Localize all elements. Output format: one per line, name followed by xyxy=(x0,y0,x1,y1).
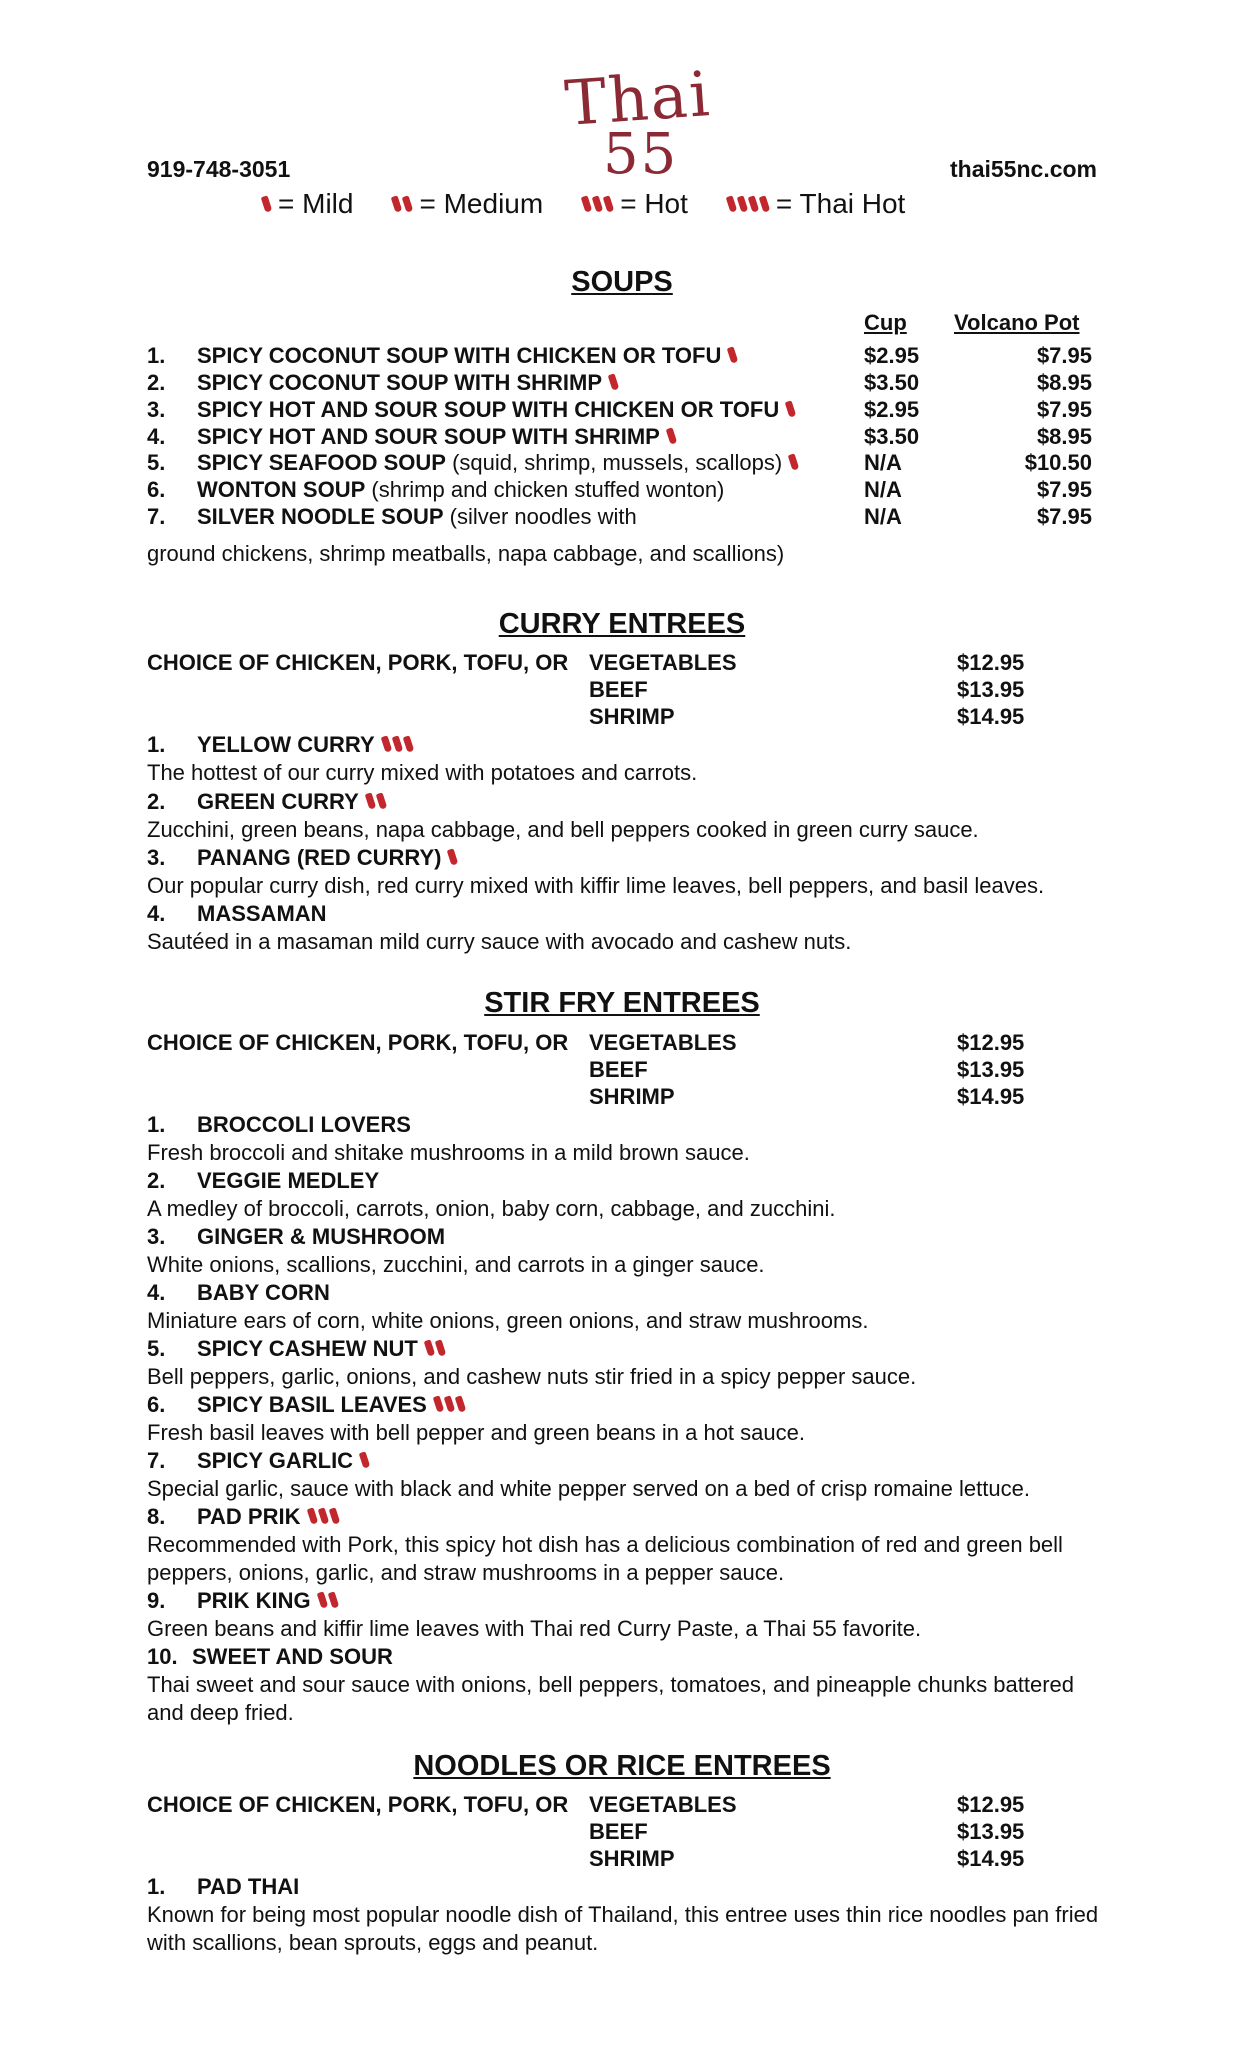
soup-row xyxy=(147,424,1097,452)
pepper-rating xyxy=(668,428,679,444)
chili-pepper-icon xyxy=(380,735,392,752)
cup-price: $3.50 xyxy=(864,424,920,449)
item-number: 5. xyxy=(147,450,166,475)
entree-description: Recommended with Pork, this spicy hot dish has a delicious combination of red and green bell peppers, onions, garlic, and straw mushrooms in a pepper sauce. xyxy=(147,1532,1063,1585)
protein-option: BEEF xyxy=(589,1057,648,1082)
legend-label: = Hot xyxy=(620,188,688,219)
chili-pepper-icon xyxy=(317,1507,329,1524)
entree-row xyxy=(147,1504,1097,1532)
chili-pepper-icon xyxy=(306,1507,318,1524)
entree-description: Our popular curry dish, red curry mixed with kiffir lime leaves, bell peppers, and basil leaves. xyxy=(147,873,1045,898)
volcano-pot-column-header: Volcano Pot xyxy=(954,310,1080,335)
entree-title: VEGGIE MEDLEY xyxy=(197,1168,380,1193)
cup-price: $3.50 xyxy=(864,370,920,395)
entree-name xyxy=(197,1874,299,1900)
protein-price: $13.95 xyxy=(957,1057,1025,1082)
pepper-rating xyxy=(787,401,798,417)
entree-row xyxy=(147,845,1097,873)
chili-pepper-icon xyxy=(581,195,593,212)
item-number: 3. xyxy=(147,1224,166,1249)
pepper-rating xyxy=(610,374,621,390)
pepper-rating xyxy=(435,1396,468,1412)
legend-item xyxy=(385,188,543,220)
entree-name xyxy=(197,732,420,758)
volcano-pot-price: $8.95 xyxy=(1036,370,1092,395)
item-number: 7. xyxy=(147,1448,166,1473)
spice-legend xyxy=(255,188,937,220)
legend-label: = Mild xyxy=(278,188,354,219)
menu-page xyxy=(147,0,1097,2048)
thai55-logo xyxy=(562,56,715,190)
protein-choice-label: CHOICE OF CHICKEN, PORK, TOFU, OR xyxy=(147,1792,569,1817)
entree-row xyxy=(147,1336,1097,1364)
entree-title: PAD PRIK xyxy=(197,1504,301,1529)
chili-pepper-icon xyxy=(603,195,615,212)
item-number: 2. xyxy=(147,1168,166,1193)
protein-price: $12.95 xyxy=(957,1792,1025,1817)
entree-title: SPICY CASHEW NUT xyxy=(197,1336,418,1361)
entree-name xyxy=(197,1168,379,1194)
entree-title: BROCCOLI LOVERS xyxy=(197,1112,411,1137)
protein-price: $12.95 xyxy=(957,650,1025,675)
item-number: 3. xyxy=(147,397,166,422)
noodles-title: NOODLES OR RICE ENTREES xyxy=(413,1750,831,1782)
entree-name xyxy=(197,1280,330,1306)
entree-name xyxy=(197,1392,472,1418)
protein-option: VEGETABLES xyxy=(589,1792,737,1817)
pepper-rating xyxy=(449,849,460,865)
soup-title: SPICY HOT AND SOUR SOUP WITH CHICKEN OR TOFU xyxy=(197,397,780,422)
item-number: 4. xyxy=(147,1280,166,1305)
pepper-rating xyxy=(393,196,415,212)
volcano-pot-price: $7.95 xyxy=(1036,477,1092,502)
curry-title: CURRY ENTREES xyxy=(498,608,746,640)
entree-title: GREEN CURRY xyxy=(197,789,359,814)
entree-description: Sautéed in a masaman mild curry sauce with avocado and cashew nuts. xyxy=(147,929,852,954)
soup-title: SPICY HOT AND SOUR SOUP WITH SHRIMP xyxy=(197,424,660,449)
chili-pepper-icon xyxy=(433,1395,445,1412)
chili-pepper-icon xyxy=(444,1395,456,1412)
pepper-rating xyxy=(367,793,389,809)
chili-pepper-icon xyxy=(375,792,387,809)
entree-title: SPICY BASIL LEAVES xyxy=(197,1392,427,1417)
chili-pepper-icon xyxy=(316,1591,328,1608)
chili-pepper-icon xyxy=(424,1339,436,1356)
chili-pepper-icon xyxy=(748,195,760,212)
protein-option: SHRIMP xyxy=(589,704,675,729)
entree-description: Bell peppers, garlic, onions, and cashew nuts stir fried in a spicy pepper sauce. xyxy=(147,1364,917,1389)
pepper-rating xyxy=(263,196,274,212)
website[interactable]: thai55nc.com xyxy=(950,156,1097,182)
entree-row xyxy=(147,901,1097,929)
entree-title: MASSAMAN xyxy=(197,901,327,926)
chili-pepper-icon xyxy=(455,1395,467,1412)
soup-row xyxy=(147,370,1097,398)
chili-pepper-icon xyxy=(608,373,620,390)
pepper-rating xyxy=(426,1340,448,1356)
protein-option: VEGETABLES xyxy=(589,650,737,675)
entree-row xyxy=(147,1224,1097,1252)
legend-item xyxy=(255,188,353,220)
soup-row xyxy=(147,450,1097,478)
item-number: 1. xyxy=(147,732,166,757)
entree-description: Zucchini, green beans, napa cabbage, and bell peppers cooked in green curry sauce. xyxy=(147,817,979,842)
chili-pepper-icon xyxy=(391,735,403,752)
chili-pepper-icon xyxy=(402,195,414,212)
cup-price: N/A xyxy=(864,477,902,502)
soup-name xyxy=(197,343,744,369)
soup-name xyxy=(197,450,805,476)
entree-description: Fresh broccoli and shitake mushrooms in a mild brown sauce. xyxy=(147,1140,750,1165)
cup-price: N/A xyxy=(864,504,902,529)
entree-description: Known for being most popular noodle dish of Thailand, this entree uses thin rice noodles pan fried with scallions, bean sprouts, eggs and peanut. xyxy=(147,1902,1099,1955)
logo-text-thai: Thai xyxy=(562,56,714,141)
pepper-rating xyxy=(319,1592,341,1608)
item-number: 1. xyxy=(147,343,166,368)
entree-title: YELLOW CURRY xyxy=(197,732,375,757)
chili-pepper-icon xyxy=(435,1339,447,1356)
protein-option: BEEF xyxy=(589,1819,648,1844)
legend-item xyxy=(720,188,905,220)
chili-pepper-icon xyxy=(785,400,797,417)
chili-pepper-icon xyxy=(666,427,678,444)
chili-pepper-icon xyxy=(788,453,800,470)
protein-price: $13.95 xyxy=(957,1819,1025,1844)
entree-description: Miniature ears of corn, white onions, green onions, and straw mushrooms. xyxy=(147,1308,869,1333)
chili-pepper-icon xyxy=(327,1591,339,1608)
soups-title: SOUPS xyxy=(571,266,673,298)
chili-pepper-icon xyxy=(402,735,414,752)
chili-pepper-icon xyxy=(726,195,738,212)
item-number: 4. xyxy=(147,424,166,449)
pepper-rating xyxy=(383,736,416,752)
entree-name xyxy=(197,1448,376,1474)
entree-title: PANANG (RED CURRY) xyxy=(197,845,442,870)
protein-price: $14.95 xyxy=(957,1084,1025,1109)
soup-row xyxy=(147,477,1097,505)
protein-choice-label: CHOICE OF CHICKEN, PORK, TOFU, OR xyxy=(147,1030,569,1055)
soup-title: SPICY SEAFOOD SOUP xyxy=(197,450,446,475)
chili-pepper-icon xyxy=(328,1507,340,1524)
protein-option: SHRIMP xyxy=(589,1084,675,1109)
entree-description: The hottest of our curry mixed with potatoes and carrots. xyxy=(147,760,698,785)
entree-row xyxy=(147,732,1097,760)
entree-row xyxy=(147,1168,1097,1196)
chili-pepper-icon xyxy=(759,195,771,212)
entree-name xyxy=(197,1336,452,1362)
entree-description: Fresh basil leaves with bell pepper and green beans in a hot sauce. xyxy=(147,1420,805,1445)
item-number: 4. xyxy=(147,901,166,926)
volcano-pot-price: $7.95 xyxy=(1036,343,1092,368)
cup-column-header: Cup xyxy=(864,310,907,335)
item-number: 3. xyxy=(147,845,166,870)
entree-row xyxy=(147,1644,1097,1672)
volcano-pot-price: $10.50 xyxy=(1024,450,1092,475)
entree-row xyxy=(147,1874,1097,1902)
phone-number: 919-748-3051 xyxy=(147,156,291,182)
entree-row xyxy=(147,1392,1097,1420)
soup-title: SILVER NOODLE SOUP xyxy=(197,504,444,529)
entree-title: PRIK KING xyxy=(197,1588,311,1613)
chili-pepper-icon xyxy=(727,346,739,363)
chili-pepper-icon xyxy=(737,195,749,212)
entree-name xyxy=(197,1588,345,1614)
pepper-rating xyxy=(729,347,740,363)
chili-pepper-icon xyxy=(359,1451,371,1468)
chili-pepper-icon xyxy=(592,195,604,212)
protein-price: $13.95 xyxy=(957,677,1025,702)
entree-name xyxy=(197,1112,411,1138)
soup-description: (silver noodles with xyxy=(443,504,637,529)
protein-price: $14.95 xyxy=(957,1846,1025,1871)
entree-row xyxy=(147,1280,1097,1308)
entree-name xyxy=(197,1224,445,1250)
soup-row xyxy=(147,397,1097,425)
soup-name xyxy=(197,424,683,450)
stirfry-title: STIR FRY ENTREES xyxy=(484,987,760,1019)
soup-name xyxy=(197,504,637,530)
soup-description: (shrimp and chicken stuffed wonton) xyxy=(365,477,725,502)
entree-title: PAD THAI xyxy=(197,1874,300,1899)
item-number: 9. xyxy=(147,1588,166,1613)
entree-title: SWEET AND SOUR xyxy=(192,1644,393,1669)
entree-title: GINGER & MUSHROOM xyxy=(197,1224,446,1249)
entree-row xyxy=(147,1588,1097,1616)
item-number: 8. xyxy=(147,1504,166,1529)
entree-description: White onions, scallions, zucchini, and carrots in a ginger sauce. xyxy=(147,1252,765,1277)
volcano-pot-price: $7.95 xyxy=(1036,397,1092,422)
item-number: 7. xyxy=(147,504,166,529)
cup-price: N/A xyxy=(864,450,902,475)
chili-pepper-icon xyxy=(447,848,459,865)
entree-name xyxy=(197,845,464,871)
entree-name xyxy=(197,1504,346,1530)
item-number: 6. xyxy=(147,477,166,502)
soup-row xyxy=(147,343,1097,371)
entree-name xyxy=(192,1644,393,1670)
entree-description: A medley of broccoli, carrots, onion, baby corn, cabbage, and zucchini. xyxy=(147,1196,836,1221)
pepper-rating xyxy=(309,1508,342,1524)
entree-row xyxy=(147,1448,1097,1476)
entree-title: BABY CORN xyxy=(197,1280,330,1305)
item-number: 2. xyxy=(147,370,166,395)
soup-title: SPICY COCONUT SOUP WITH CHICKEN OR TOFU xyxy=(197,343,722,368)
volcano-pot-price: $7.95 xyxy=(1036,504,1092,529)
logo-text-55: 55 xyxy=(603,122,679,187)
chili-pepper-icon xyxy=(364,792,376,809)
soup-name xyxy=(197,477,724,503)
cup-price: $2.95 xyxy=(864,343,920,368)
soup-title: WONTON SOUP xyxy=(197,477,366,502)
pepper-rating xyxy=(583,196,616,212)
soup-description: (squid, shrimp, mussels, scallops) xyxy=(445,450,783,475)
entree-description: Green beans and kiffir lime leaves with Thai red Curry Paste, a Thai 55 favorite. xyxy=(147,1616,922,1641)
protein-option: SHRIMP xyxy=(589,1846,675,1871)
pepper-rating xyxy=(728,196,772,212)
protein-choice-label: CHOICE OF CHICKEN, PORK, TOFU, OR xyxy=(147,650,569,675)
soup-row xyxy=(147,504,1097,532)
entree-description: Thai sweet and sour sauce with onions, bell peppers, tomatoes, and pineapple chunks battered and deep fried. xyxy=(147,1672,1075,1725)
legend-label: = Thai Hot xyxy=(775,188,906,219)
soup-name xyxy=(197,370,625,396)
legend-label: = Medium xyxy=(419,188,544,219)
entree-row xyxy=(147,789,1097,817)
soup-name xyxy=(197,397,802,423)
soup-7-continuation: ground chickens, shrimp meatballs, napa cabbage, and scallions) xyxy=(147,541,785,566)
item-number: 10. xyxy=(147,1644,178,1669)
item-number: 2. xyxy=(147,789,166,814)
pepper-rating xyxy=(361,1452,372,1468)
entree-row xyxy=(147,1112,1097,1140)
soup-title: SPICY COCONUT SOUP WITH SHRIMP xyxy=(197,370,603,395)
item-number: 1. xyxy=(147,1874,166,1899)
cup-price: $2.95 xyxy=(864,397,920,422)
protein-option: VEGETABLES xyxy=(589,1030,737,1055)
entree-name xyxy=(197,901,327,927)
entree-name xyxy=(197,789,393,815)
item-number: 1. xyxy=(147,1112,166,1137)
item-number: 5. xyxy=(147,1336,166,1361)
volcano-pot-price: $8.95 xyxy=(1036,424,1092,449)
protein-option: BEEF xyxy=(589,677,648,702)
legend-item xyxy=(575,188,688,220)
protein-price: $12.95 xyxy=(957,1030,1025,1055)
item-number: 6. xyxy=(147,1392,166,1417)
protein-price: $14.95 xyxy=(957,704,1025,729)
pepper-rating xyxy=(790,454,801,470)
entree-title: SPICY GARLIC xyxy=(197,1448,354,1473)
chili-pepper-icon xyxy=(261,195,273,212)
entree-description: Special garlic, sauce with black and white pepper served on a bed of crisp romaine lettuce. xyxy=(147,1476,1030,1501)
